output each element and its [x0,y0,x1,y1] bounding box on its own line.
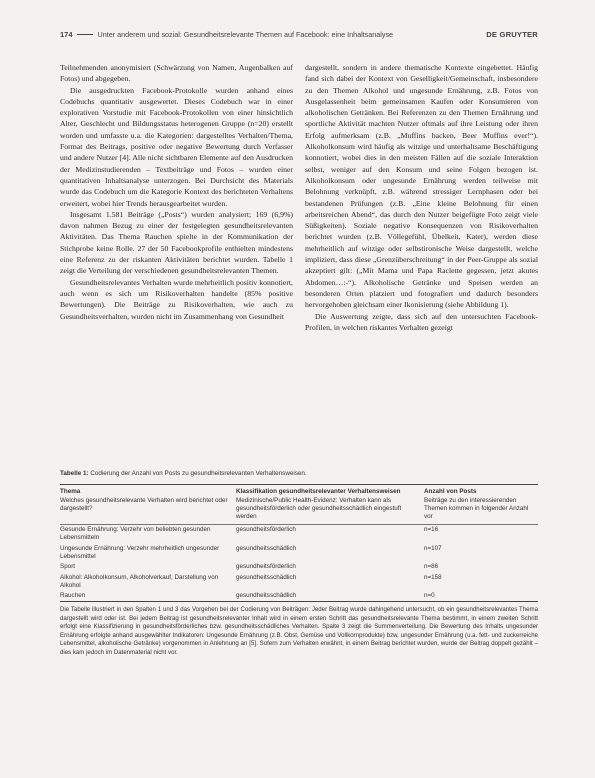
table-cell-classification: gesundheitsförderlich [236,563,296,571]
table-caption [60,470,538,478]
table-cell-topic: Sport [60,563,76,571]
table-caption-label: Tabelle 1: [60,470,89,477]
left-paragraph: Die ausgedruckten Facebook-Protokolle wurden anhand eines Codebuchs quantitativ ausgewertet. Dieses Codebuch war in einer explorativen Vorstudie mit Facebook-Protokollen von einer hinsichtlich Alter, Geschlecht und Bildungsstatus heterogenen Gruppe (n=20) erstellt worden und umfasste u.a. die Kategorien: dargestelltes Verhalten/Thema, Format des Beitrags, positive oder negative Bewertung durch Verfasser und andere Nutzer [4]. Alle nicht sichtbaren Elemente auf den Ausdrucken der Medizinstudierenden – Textbeiträge und Fotos – wurden einer quantitativen Inhaltsanalyse unterzogen. Bei Durchsicht des Materials wurde das Codebuch um die Kategorie Kontext des berichteten Verhaltens erweitert, wobei hier Trends herausgearbeitet wurden. [60,85,293,208]
table-cell-classification: gesundheitsschädlich [236,573,297,581]
right-paragraph: dargestellt, sondern in andere thematische Kontexte eingebettet. Häufig fand sich dabei der Kontext von Geselligkeit/Gemeinschaft, insbesondere zu den Themen Alkohol und ungesunde Ernährung, z.B. Fotos von Ausgelassenheit beim gemeinsamen Kaufen oder Konsumieren von alkoholischen Getränken. Bei Referenzen zu den Themen Ernährung und sportliche Aktivität machten Nutzer oftmals auf ihre Leistung oder ihren Erfolg aufmerksam (z.B. „Muffins backen, Beer Muffins ever!“). Alkoholkonsum wird häufig als witzige und unterhaltsame Beschäftigung konnotiert, wobei dies in den meisten Fällen auf die soziale Interaktion selbst, weniger auf den Konsum und seine Folgen bezogen ist. Alkoholkonsum oder ungesunde Ernährung werden teilweise mit Belohnung verknüpft, z.B. während stressiger Lernphasen oder bei bestandenen Prüfungen (z.B. „Eine kleine Belohnung für einen arbeitsreichen Abend“, das durch den Nutzer beigefügte Foto zeigt viele Süßigkeiten). Soziale negative Konsequenzen von Risikoverhalten berichtet wurden (z.B. Völlegefühl, Übelkeit, Kater), werden diese mehrheitlich auf witzige oder selbstironische Weise dargestellt, welche impliziert, dass diese „Grenzüberschreitung“ in der Peer-Gruppe als sozial akzeptiert gilt: („Mit Mama und Papa Raclette gegessen, jetzt akutes Abdomen…:-“). Alkoholische Getränke und Speisen werden an besonderen Orten platziert und fotografiert und dadurch besonders hervorgehoben gleichsam einer Ikonisierung (siehe Abbildung 1). [305,63,538,310]
left-column [60,62,293,322]
page-number: 174 [60,29,73,39]
table-cell-count: n=86 [424,563,439,571]
left-paragraph: Insgesamt 1.581 Beiträge („Posts“) wurden analysiert; 169 (6,9%) davon nahmen Bezug zu einer der festgelegten gesundheitsrelevanten Aktivitäten. Das Thema Rauchen spielte in der Kommunikation der Stichprobe keine Rolle. 27 der 50 Facebookprofile enthielten mindestens eine Referenz zu der riskanten Aktivitäten berichtet wurden. Tabelle 1 zeigt die Verteilung der verschiedenen gesundheitsrelevanten Themen. [60,209,293,276]
publisher-logo: DE GRUYTER [486,29,538,39]
table-cell-count: n=0 [424,592,435,600]
table-cell-count: n=16 [424,526,439,534]
table-row [60,562,538,572]
header-title: Anzahl von Posts [424,488,477,496]
table-header-cell [236,488,424,521]
table-cell-topic: Ungesunde Ernährung: Verzehr mehrheitlich ungesunder Lebensmittel [60,544,220,560]
left-paragraph: Teilnehmenden anonymisiert (Schwärzung von Namen, Augenbalken auf Fotos) und abgegeben. [60,63,293,84]
table-cell-classification: gesundheitsschädlich [236,544,297,552]
table-caption-text: Codierung der Anzahl von Posts zu gesundheitsrelevanten Verhaltensweisen. [90,470,307,477]
header-subtitle: Welches gesundheitsrelevante Verhalten wird berichtet oder dargestellt? [60,496,228,512]
table-header-cell [424,488,538,521]
left-paragraph: Gesundheitsrelevantes Verhalten wurde mehrheitlich positiv konnotiert, auch wenn es sich um Risikoverhalten handelte (85% positive Bewertungen). Die Beiträge zu Risikoverhalten, wie auch zu Gesundheitsverhalten, wurden nicht im Zusammenhang von Gesundheit [60,277,293,321]
header-dash [77,34,93,35]
table-header-row [60,485,538,524]
table-1 [60,470,538,657]
table-cell-count: n=158 [424,573,442,581]
table-body [60,525,538,601]
table-bottom-rule [60,601,538,602]
table-row [60,525,538,544]
table-row [60,544,538,563]
header-subtitle: Beiträge zu den interessierenden Themen kommen in folgender Anzahl vor [424,496,529,521]
right-column [305,62,538,333]
table-row [60,573,538,592]
table-cell-topic: Rauchen [60,592,86,600]
header-title: Thema [60,488,81,496]
right-paragraph: Die Auswertung zeigte, dass sich auf den untersuchten Facebook-Profilen, in welchen riskantes Verhalten gezeigt [305,311,538,332]
table-cell-topic: Alkohol: Alkoholkonsum, Alkoholverkauf, Darstellung von Alkohol [60,573,219,589]
table-cell-classification: gesundheitsförderlich [236,526,296,534]
header-title: Klassifikation gesundheitsrelevanter Verhaltensweisen [236,488,401,496]
table-note: Die Tabelle illustriert in den Spalten 1 und 3 das Vorgehen bei der Codierung von Beiträgen: Jeder Beitrag wurde dahingehend untersucht, ob ein gesundheitsrelevantes Thema dargestellt wird oder ist. Bei jedem Beitrag ist gesundheitsrelevanter Inhalt wird in einem ersten Schritt das gesundheitsrelevante Thema bestimmt, in einem zweiten Schritt erfolgt eine Klassifizierung in gesundheitsförderliches bzw. gesundheitsschädliches Verhalten. Spalte 3 zeigt die Summenverteilung. Die Bewertung des Inhalts ungesunder Ernährung erfolgte anhand ausgewählter Indikatoren: Ungesunde Ernährung (z.B. Obst, Gemüse und Vollkornprodukte) bzw. ungesunder Ernährung (u.a. fett- und zuckerreiche Lebensmittel, alkoholische Getränke) vorgenommen in Anlehnung an [5]. Sofern zum Verhalten erwähnt, in einem Beitrag berichtet wurden, wurde der Beitrag doppelt gezählt – dies kam jedoch im Datenmaterial nicht vor. [60,606,538,656]
table-cell-topic: Gesunde Ernährung: Verzehr von beliebten gesunden Lebensmitteln [60,526,211,542]
running-title: Unter anderem und sozial: Gesundheitsrelevante Themen auf Facebook: eine Inhaltsanalyse [97,29,394,39]
table-header-cell [60,488,236,521]
header-subtitle: Medizinische/Public Health-Evidenz: Verhalten kann als gesundheitsförderlich oder gesundheitsschädlich eingestuft werden [236,496,402,521]
table-cell-classification: gesundheitsschädlich [236,592,297,600]
table-row [60,591,538,601]
page-header [60,28,538,40]
table-cell-count: n=107 [424,544,442,552]
